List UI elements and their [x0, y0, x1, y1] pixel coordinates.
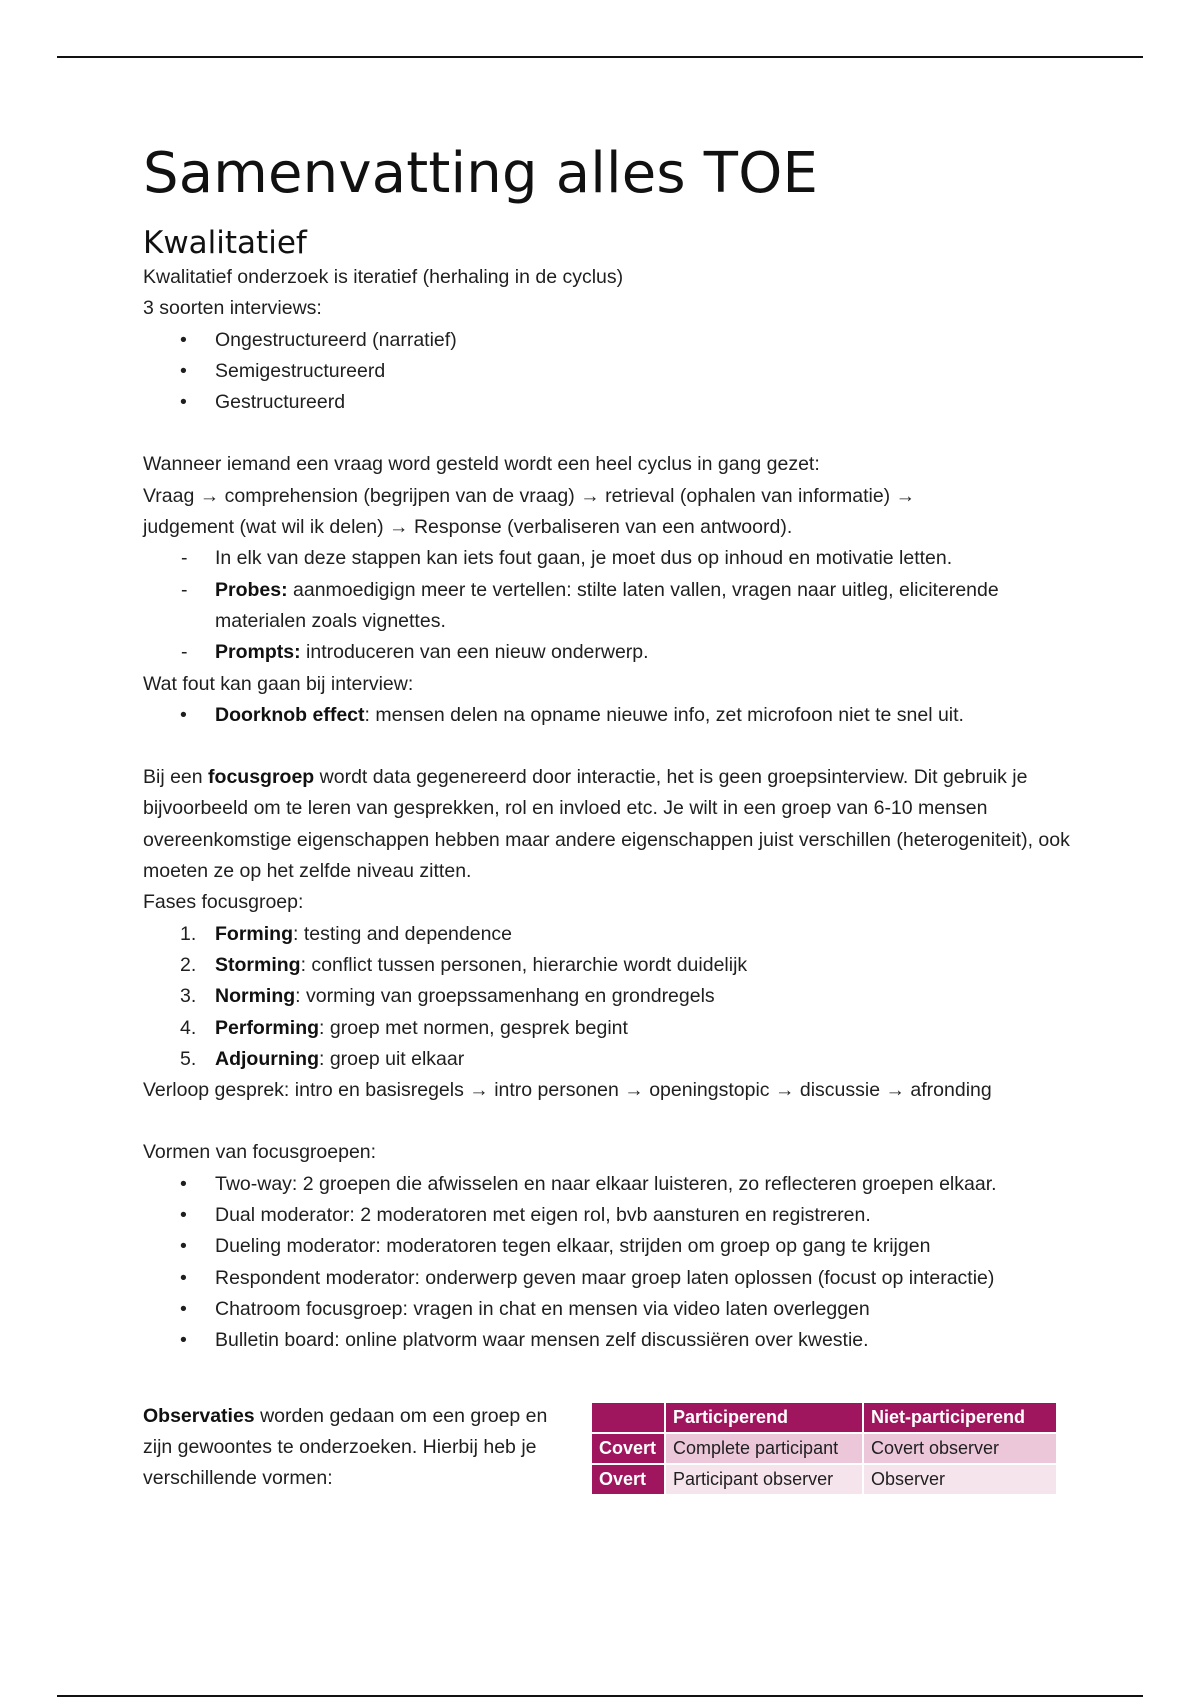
forms-label: Vormen van focusgroepen: — [143, 1141, 377, 1164]
list-item: 5. Adjourning: groep uit elkaar — [180, 1047, 465, 1070]
cycle-line: Vraag → comprehension (begrijpen van de vraag) → retrieval (ophalen van informatie) → — [143, 484, 916, 507]
observations-section — [143, 1401, 1073, 1521]
list-item: • Dual moderator: 2 moderatoren met eigen rol, bvb aansturen en registreren. — [143, 1200, 1073, 1231]
spacer — [143, 1357, 1073, 1401]
list-item: • Chatroom focusgroep: vragen in chat en mensen via video laten overleggen — [143, 1294, 1073, 1325]
bullet-icon: • — [180, 1266, 187, 1289]
table-cell: Observer — [864, 1465, 1056, 1494]
interview-types-list — [143, 325, 1073, 419]
table-cell: Covert observer — [864, 1434, 1056, 1463]
column-header: Niet-participerend — [864, 1403, 1056, 1432]
row-header: Covert — [592, 1434, 664, 1463]
observation-table — [590, 1401, 1058, 1496]
bullet-icon: • — [180, 1172, 187, 1195]
list-item: - In elk van deze stappen kan iets fout gaan, je moet dus op inhoud en motivatie letten. — [143, 543, 1073, 574]
focus-paragraph: Bij een focusgroep wordt data gegenereerd door interactie, het is geen groepsinterview. Dit gebruik je bijvoorbeeld om te leren van gesprekken, rol en invloed etc. Je wilt in een groep van 6-10 mensen overeenkomstige eigenschappen hebben maar andere eigenschappen juist verschillen (heterogeniteit), ook moeten ze op het zelfde niveau zitten. — [143, 766, 1070, 883]
cycle-line: judgement (wat wil ik delen) → Response (verbaliseren van een antwoord). — [143, 516, 793, 539]
cycle-line: Wanneer iemand een vraag word gesteld wordt een heel cyclus in gang gezet: — [143, 453, 820, 476]
list-item: 4. Performing: groep met normen, gesprek begint — [180, 1016, 628, 1039]
list-item: • Bulletin board: online platvorm waar mensen zelf discussiëren over kwestie. — [143, 1325, 1073, 1356]
list-item: 3. Norming: vorming van groepssamenhang en grondregels — [180, 985, 715, 1008]
list-item: 1. Forming: testing and dependence — [180, 922, 513, 945]
cycle-points-list — [143, 543, 1073, 668]
intro-line: 3 soorten interviews: — [143, 297, 322, 320]
spacer — [143, 1106, 1073, 1137]
column-header: Participerend — [666, 1403, 862, 1432]
wrong-list — [143, 700, 1073, 731]
course-line: Verloop gesprek: intro en basisregels → intro personen → openingstopic → discussie → afronding — [143, 1079, 992, 1102]
list-item: 2. Storming: conflict tussen personen, hierarchie wordt duidelijk — [180, 953, 748, 976]
list-item: • Gestructureerd — [143, 387, 1073, 418]
table-cell: Participant observer — [666, 1465, 862, 1494]
table-header-row — [592, 1403, 1056, 1432]
bullet-icon: • — [180, 359, 187, 382]
bullet-icon: • — [180, 1204, 187, 1227]
bullet-icon: • — [180, 391, 187, 414]
phases-list — [143, 919, 1073, 1075]
forms-list — [143, 1169, 1073, 1357]
list-item: • Doorknob effect: mensen delen na opname nieuwe info, zet microfoon niet te snel uit. — [143, 700, 1073, 731]
bullet-icon: • — [180, 328, 187, 351]
dash-icon: - — [181, 578, 188, 601]
bottom-rule — [57, 1695, 1143, 1697]
spacer — [143, 731, 1073, 762]
top-rule — [57, 56, 1143, 58]
list-item: • Dueling moderator: moderatoren tegen elkaar, strijden om groep op gang te krijgen — [143, 1231, 1073, 1262]
bullet-icon: • — [180, 1235, 187, 1258]
table-corner-cell — [592, 1403, 664, 1432]
list-item: • Semigestructureerd — [143, 356, 1073, 387]
list-item: • Respondent moderator: onderwerp geven maar groep laten oplossen (focust op interactie) — [143, 1263, 1073, 1294]
wrong-label: Wat fout kan gaan bij interview: — [143, 672, 414, 695]
dash-icon: - — [181, 547, 188, 570]
page-title: Samenvatting alles TOE — [143, 141, 819, 206]
bullet-icon: • — [180, 1297, 187, 1320]
row-header: Overt — [592, 1465, 664, 1494]
list-item: • Ongestructureerd (narratief) — [143, 325, 1073, 356]
bullet-icon: • — [180, 1329, 187, 1352]
table-row — [592, 1465, 1056, 1494]
table-cell: Complete participant — [666, 1434, 862, 1463]
list-item: • Two-way: 2 groepen die afwisselen en naar elkaar luisteren, zo reflecteren groepen elkaar. — [143, 1169, 1073, 1200]
document-body — [143, 138, 1073, 1521]
intro-line: Kwalitatief onderzoek is iteratief (herhaling in de cyclus) — [143, 266, 624, 288]
section-heading: Kwalitatief — [143, 225, 307, 261]
dash-icon: - — [181, 641, 188, 664]
list-item: - Prompts: introduceren van een nieuw onderwerp. — [143, 637, 1073, 668]
phases-label: Fases focusgroep: — [143, 891, 304, 914]
bullet-icon: • — [180, 703, 187, 726]
observations-paragraph: Observaties worden gedaan om een groep en zijn gewoontes te onderzoeken. Hierbij heb je verschillende vormen: — [143, 1404, 548, 1490]
spacer — [143, 418, 1073, 449]
table-row — [592, 1434, 1056, 1463]
list-item: - Probes: aanmoedigign meer te vertellen: stilte laten vallen, vragen naar uitleg, eliciterende materialen zoals vignettes. — [143, 575, 1073, 638]
